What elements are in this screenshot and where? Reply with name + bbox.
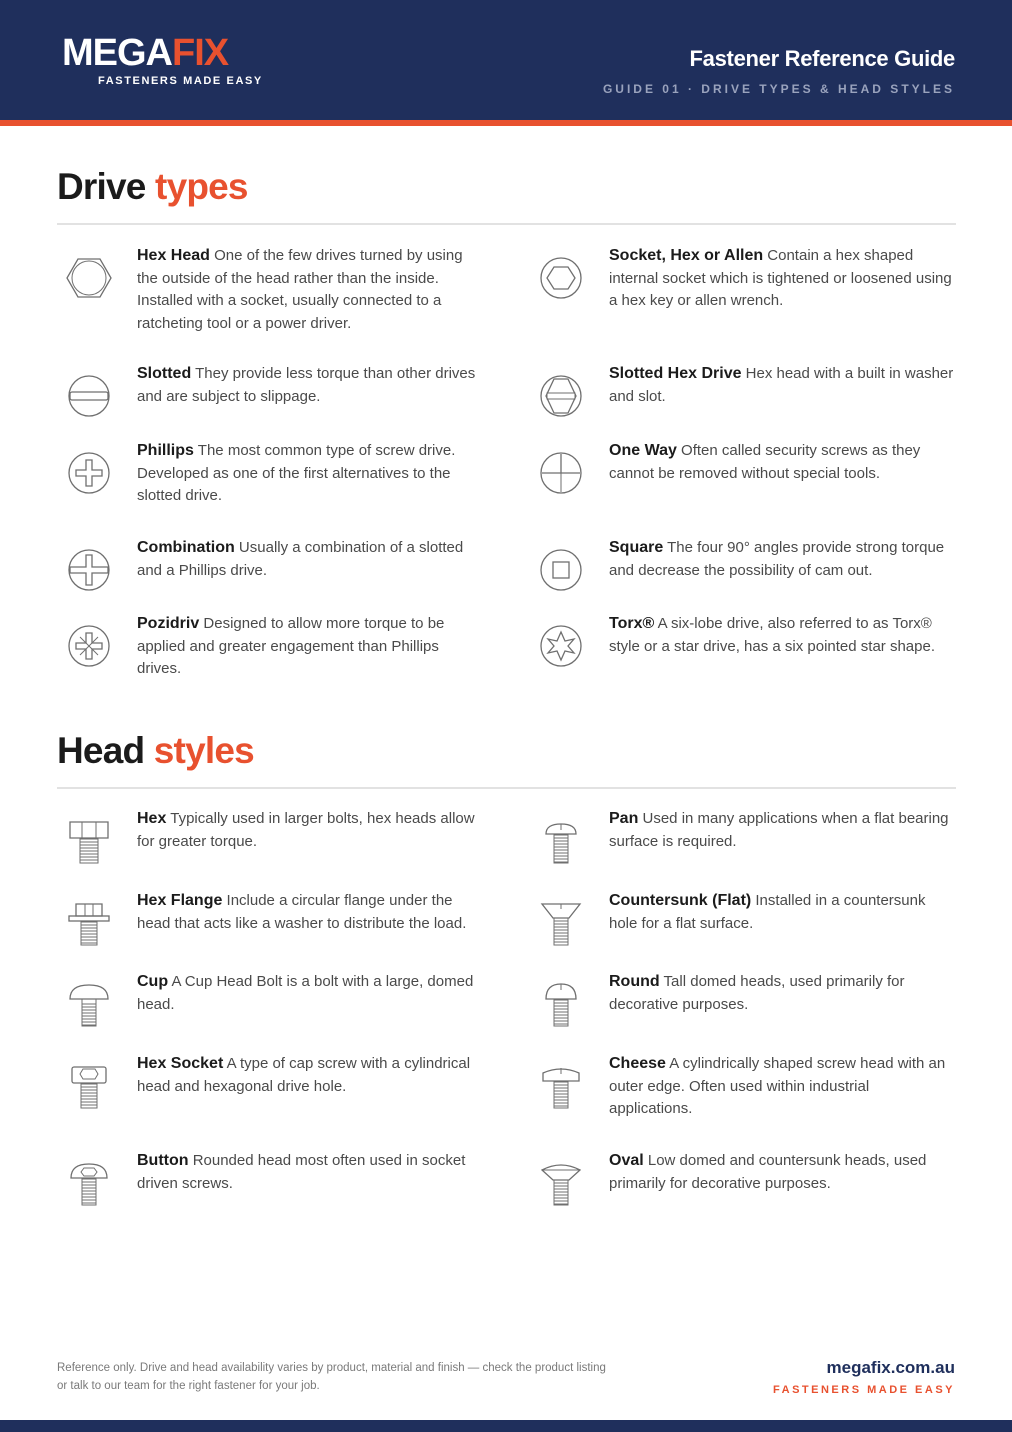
brand-logo — [62, 34, 263, 87]
drive-type-description — [137, 363, 483, 408]
drive-type-description — [609, 245, 955, 313]
head-style-description — [609, 971, 955, 1016]
head-section-divider — [57, 787, 956, 789]
page-title: Fastener Reference Guide — [689, 46, 955, 71]
drive-type-description — [137, 537, 483, 582]
oval-head-icon — [538, 1160, 584, 1206]
drive-type-desc-text: Usually a combination of a slotted and a Phillips drive. — [137, 539, 464, 579]
drive-type-description — [137, 440, 483, 508]
head-style-description — [137, 808, 483, 853]
head-style-name: Pan — [609, 810, 639, 827]
drive-type-description — [609, 440, 955, 485]
drive-type-name: Phillips — [137, 442, 194, 459]
drive-type-name: Slotted — [137, 365, 192, 382]
drive-type-name: Socket, Hex or Allen — [609, 247, 764, 264]
head-style-name: Countersunk (Flat) — [609, 892, 752, 909]
phillips-icon — [66, 450, 112, 496]
footer-tagline: FASTENERS MADE EASY — [773, 1384, 955, 1396]
footer-disclaimer: Reference only. Drive and head availability varies by product, material and finish — check the product listing or talk to our team for the right fastener for your job. — [57, 1362, 606, 1392]
head-style-description — [609, 1150, 955, 1195]
drive-type-desc-text: They provide less torque than other drives and are subject to slippage. — [137, 365, 476, 405]
head-style-description — [137, 971, 483, 1016]
hex-bolt-icon — [66, 818, 112, 864]
torx-icon — [538, 623, 584, 669]
drive-title-main: Drive — [57, 166, 146, 207]
pan-head-icon — [538, 818, 584, 864]
drive-type-name: Square — [609, 539, 664, 556]
head-style-desc-text: Tall domed heads, used primarily for decorative purposes. — [609, 973, 905, 1013]
page-subtitle: GUIDE 01 · DRIVE TYPES & HEAD STYLES — [602, 82, 955, 96]
button-head-icon — [66, 1160, 112, 1206]
head-style-desc-text: Used in many applications when a flat bearing surface is required. — [609, 810, 949, 850]
drive-type-desc-text: The most common type of screw drive. Developed as one of the first alternatives to the slotted drive. — [137, 442, 456, 504]
head-style-description — [609, 808, 955, 853]
drive-type-desc-text: Hex head with a built in washer and slot. — [609, 365, 954, 405]
drive-type-desc-text: One of the few drives turned by using the outside of the head rather than the inside. Installed with a socket, usually connected to a ratcheting tool or a power driver. — [137, 247, 463, 332]
drive-type-desc-text: A six-lobe drive, also referred to as Torx® style or a star drive, has a six pointed star shape. — [609, 615, 935, 655]
slotted-hex-icon — [538, 373, 584, 419]
logo-accent: FIX — [172, 32, 229, 74]
drive-type-desc-text: Contain a hex shaped internal socket which is tightened or loosened using a hex key or allen wrench. — [609, 247, 952, 309]
hex-flange-icon — [66, 900, 112, 946]
drive-type-name: Pozidriv — [137, 615, 200, 632]
drive-section-title — [57, 166, 248, 208]
drive-type-description — [609, 537, 955, 582]
drive-type-desc-text: The four 90° angles provide strong torque and decrease the possibility of cam out. — [609, 539, 945, 579]
head-title-accent: styles — [153, 730, 254, 771]
drive-type-description — [609, 613, 955, 658]
drive-type-desc-text: Often called security screws as they cannot be removed without special tools. — [609, 442, 921, 482]
head-style-description — [609, 1053, 955, 1121]
drive-type-name: Torx® — [609, 615, 655, 632]
slotted-icon — [66, 373, 112, 419]
square-icon — [538, 547, 584, 593]
drive-type-desc-text: Designed to allow more torque to be applied and greater engagement than Phillips drives. — [137, 615, 445, 677]
socket-hex-icon — [538, 255, 584, 301]
head-style-name: Hex Flange — [137, 892, 223, 909]
head-style-desc-text: Low domed and countersunk heads, used primarily for decorative purposes. — [609, 1152, 927, 1192]
cup-head-icon — [66, 981, 112, 1027]
head-style-name: Hex Socket — [137, 1055, 224, 1072]
head-style-name: Oval — [609, 1152, 644, 1169]
drive-section-divider — [57, 223, 956, 225]
drive-type-description — [137, 245, 483, 335]
head-style-desc-text: Typically used in larger bolts, hex heads allow for greater torque. — [137, 810, 475, 850]
logo-wordmark — [62, 34, 263, 72]
footer-website-link[interactable]: megafix.com.au — [826, 1358, 955, 1377]
header-title-block — [603, 46, 955, 96]
head-style-description — [137, 1053, 483, 1098]
head-style-desc-text: Include a circular flange under the head that acts like a washer to distribute the load. — [137, 892, 467, 932]
round-head-icon — [538, 981, 584, 1027]
logo-tagline: FASTENERS MADE EASY — [98, 75, 263, 87]
countersunk-icon — [538, 900, 584, 946]
drive-type-name: Combination — [137, 539, 235, 556]
head-style-name: Hex — [137, 810, 167, 827]
cheese-head-icon — [538, 1063, 584, 1109]
head-style-desc-text: Installed in a countersunk hole for a flat surface. — [609, 892, 926, 932]
hex-socket-head-icon — [66, 1063, 112, 1109]
combination-icon — [66, 547, 112, 593]
drive-type-description — [609, 363, 955, 408]
head-title-main: Head — [57, 730, 145, 771]
drive-type-name: Hex Head — [137, 247, 210, 264]
head-style-desc-text: Rounded head most often used in socket driven screws. — [137, 1152, 466, 1192]
logo-main: MEGA — [62, 32, 172, 74]
pozidriv-icon — [66, 623, 112, 669]
head-style-name: Button — [137, 1152, 189, 1169]
head-style-name: Round — [609, 973, 660, 990]
head-style-description — [137, 890, 483, 935]
head-style-description — [137, 1150, 483, 1195]
drive-type-name: One Way — [609, 442, 677, 459]
head-style-desc-text: A Cup Head Bolt is a bolt with a large, domed head. — [137, 973, 474, 1013]
head-style-name: Cheese — [609, 1055, 666, 1072]
drive-title-accent: types — [155, 166, 248, 207]
drive-type-description — [137, 613, 483, 681]
header-accent-stripe — [0, 120, 1012, 126]
head-section-title — [57, 730, 254, 772]
head-style-description — [609, 890, 955, 935]
head-style-desc-text: A cylindrically shaped screw head with an outer edge. Often used within industrial applications. — [609, 1055, 946, 1117]
footer-bar — [0, 1420, 1012, 1432]
head-style-name: Cup — [137, 973, 169, 990]
drive-type-name: Slotted Hex Drive — [609, 365, 742, 382]
one-way-icon — [538, 450, 584, 496]
hex-head-icon — [66, 255, 112, 301]
footer-brand-block — [773, 1358, 955, 1396]
head-style-desc-text: A type of cap screw with a cylindrical head and hexagonal drive hole. — [137, 1055, 471, 1095]
